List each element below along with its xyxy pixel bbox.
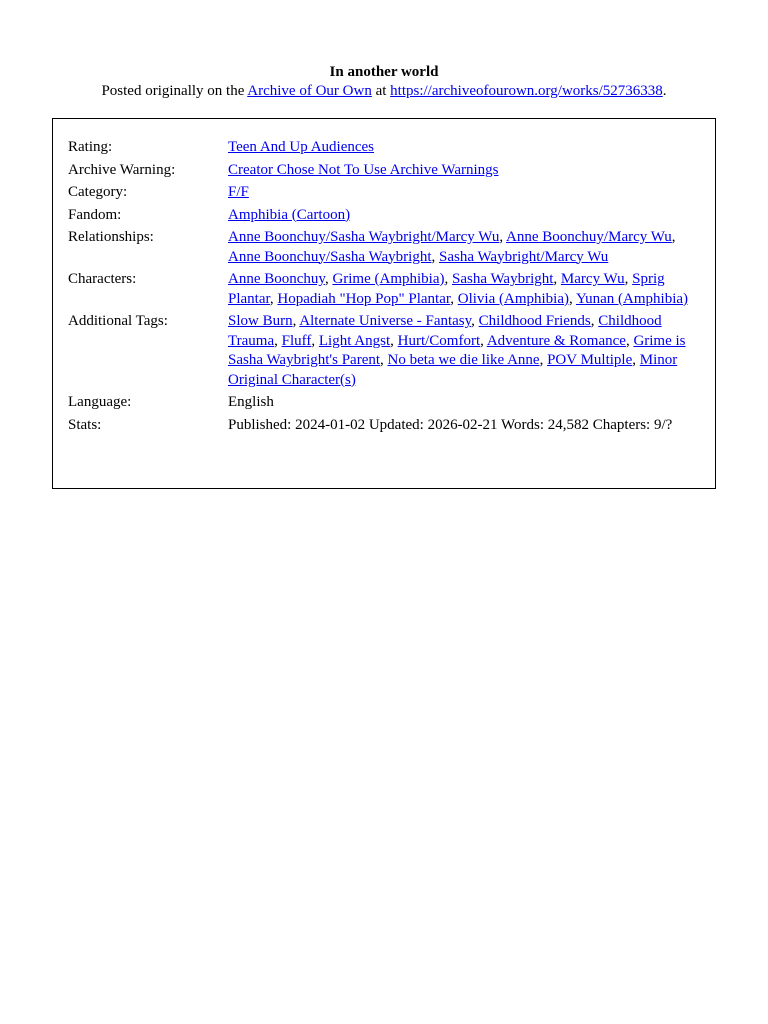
language-label: Language:	[68, 394, 132, 410]
stats-label: Stats:	[68, 416, 102, 433]
tag-link[interactable]: Slow Burn	[228, 313, 293, 329]
tag-link[interactable]: Teen And Up Audiences	[228, 139, 375, 155]
meta-row-relationships	[68, 228, 698, 270]
language-value: English	[228, 394, 274, 410]
tag-link[interactable]: Creator Chose Not To Use Archive Warnings	[228, 161, 499, 178]
category-label: Category:	[68, 184, 128, 200]
meta-row-language	[68, 393, 698, 416]
work-url-link[interactable]: https://archiveofourown.org/works/52736338	[390, 83, 663, 99]
tag-link[interactable]: POV Multiple	[547, 352, 633, 368]
warning-label: Archive Warning:	[68, 161, 176, 178]
meta-table	[68, 138, 698, 438]
relationships-label: Relationships:	[68, 229, 154, 245]
tag-link[interactable]: Minor Original Character(s)	[228, 352, 678, 388]
tag-link[interactable]: Anne Boonchuy/Sasha Waybright/Marcy Wu	[228, 229, 500, 245]
tag-link[interactable]: Sasha Waybright/Marcy Wu	[439, 248, 609, 265]
additional-tags-label: Additional Tags:	[68, 313, 168, 329]
posted-mid: at	[371, 83, 391, 99]
fandom-tags	[228, 206, 698, 229]
tag-link[interactable]: Alternate Universe - Fantasy	[299, 313, 472, 329]
tag-link[interactable]: Anne Boonchuy	[228, 271, 325, 287]
meta-box	[52, 118, 716, 489]
tag-link[interactable]: Amphibia (Cartoon)	[228, 206, 351, 223]
category-tags	[228, 183, 698, 206]
tag-link[interactable]: Hopadiah "Hop Pop" Plantar	[277, 290, 451, 307]
tag-link[interactable]: Yunan (Amphibia)	[575, 290, 689, 307]
meta-row-category	[68, 183, 698, 206]
meta-row-rating	[68, 138, 698, 161]
fandom-label: Fandom:	[68, 206, 122, 223]
posted-suffix: .	[662, 83, 667, 99]
characters-label: Characters:	[68, 271, 137, 287]
tag-link[interactable]: Childhood Friends	[478, 313, 591, 329]
tag-link[interactable]: Grime is Sasha Waybright's Parent	[228, 332, 686, 368]
tag-link[interactable]: No beta we die like Anne	[387, 352, 540, 368]
posted-prefix: Posted originally on the	[101, 83, 248, 99]
tag-link[interactable]: Fluff	[281, 332, 312, 349]
additional-tags-list: Slow Burn, Alternate Universe - Fantasy, Childhood Friends, Childhood Trauma, Fluff, Light Angst, Hurt/Comfort, Adventure & Romance, Grime is Sasha Waybright's Parent, No beta we die like Anne, POV Multiple, Minor Original Character(s)	[228, 313, 686, 388]
warning-tags	[228, 161, 698, 184]
tag-link[interactable]: Sprig Plantar	[228, 271, 665, 307]
stats-value: Published: 2024-01-02 Updated: 2026-02-21 Words: 24,582 Chapters: 9/?	[228, 416, 673, 433]
tag-link[interactable]: Adventure & Romance	[486, 332, 626, 349]
meta-row-fandom	[68, 206, 698, 229]
tag-link[interactable]: Anne Boonchuy/Sasha Waybright	[228, 248, 432, 265]
rating-tags	[228, 138, 698, 161]
tag-link[interactable]: Grime (Amphibia)	[332, 271, 445, 287]
tag-link[interactable]: F/F	[228, 184, 249, 200]
characters-tags: Anne Boonchuy, Grime (Amphibia), Sasha Waybright, Marcy Wu, Sprig Plantar, Hopadiah "Hop Pop" Plantar, Olivia (Amphibia), Yunan (Amphibia)	[228, 271, 689, 307]
tag-link[interactable]: Hurt/Comfort	[397, 332, 481, 349]
tag-link[interactable]: Marcy Wu	[560, 271, 625, 287]
tag-link[interactable]: Sasha Waybright	[452, 271, 554, 287]
meta-row-additional-tags	[68, 312, 698, 393]
rating-label: Rating:	[68, 139, 113, 155]
posted-line	[0, 82, 768, 100]
archive-link[interactable]: Archive of Our Own	[247, 83, 372, 99]
tag-link[interactable]: Olivia (Amphibia)	[457, 290, 569, 307]
meta-row-warning	[68, 161, 698, 184]
tag-link[interactable]: Childhood Trauma	[228, 313, 662, 349]
tag-link[interactable]: Light Angst	[318, 332, 391, 349]
meta-row-characters	[68, 270, 698, 312]
work-title: In another world	[329, 64, 439, 80]
tag-link[interactable]: Anne Boonchuy/Marcy Wu	[506, 229, 672, 245]
meta-row-stats	[68, 416, 698, 439]
relationships-tags: Anne Boonchuy/Sasha Waybright/Marcy Wu, Anne Boonchuy/Marcy Wu, Anne Boonchuy/Sasha Waybright, Sasha Waybright/Marcy Wu	[228, 229, 676, 265]
